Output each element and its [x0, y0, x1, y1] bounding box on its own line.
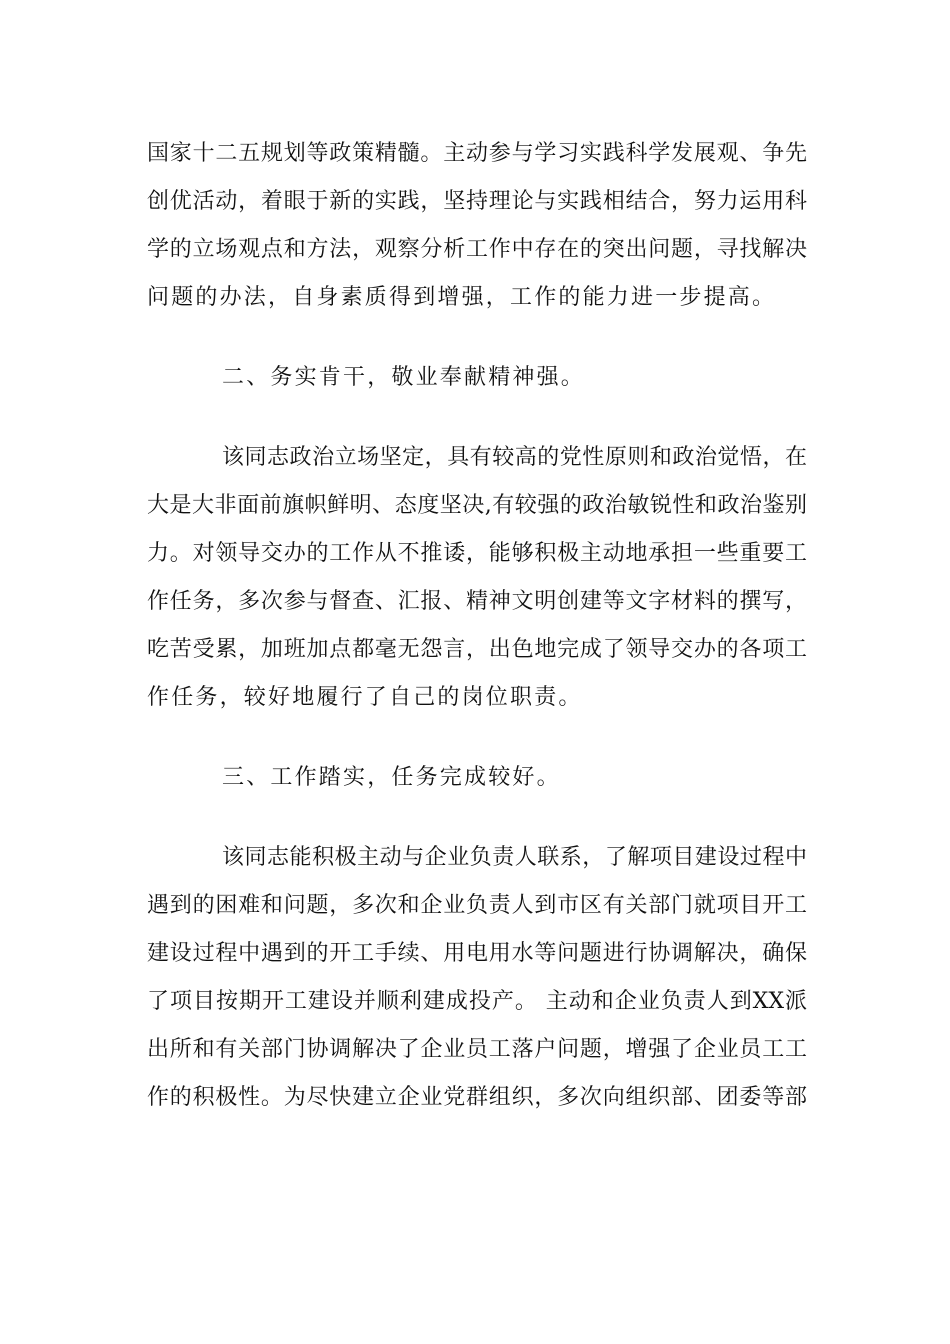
- section-heading-2: 二、务实肯干，敬业奉献精神强。: [222, 365, 586, 390]
- paragraph-1-line-2: 创优活动，着眼于新的实践，坚持理论与实践相结合，努力运用科: [147, 189, 807, 214]
- paragraph-2-line-6: 作任务，较好地履行了自己的岗位职责。: [147, 685, 583, 710]
- paragraph-3-line-1: 该同志能积极主动与企业负责人联系，了解项目建设过程中: [222, 845, 807, 870]
- paragraph-1-line-4: 问题的办法，自身素质得到增强，工作的能力进一步提高。: [147, 285, 777, 310]
- paragraph-2-line-4: 作任务，多次参与督查、汇报、精神文明创建等文字材料的撰写，: [147, 589, 807, 614]
- paragraph-1-line-1: 国家十二五规划等政策精髓。主动参与学习实践科学发展观、争先: [147, 141, 807, 166]
- paragraph-3-line-3: 建设过程中遇到的开工手续、用电用水等问题进行协调解决，确保: [147, 941, 807, 966]
- paragraph-2-line-3: 力。对领导交办的工作从不推诿，能够积极主动地承担一些重要工: [147, 541, 807, 566]
- paragraph-3-line-6: 作的积极性。为尽快建立企业党群组织，多次向组织部、团委等部: [147, 1085, 807, 1110]
- paragraph-2-line-5: 吃苦受累，加班加点都毫无怨言，出色地完成了领导交办的各项工: [147, 637, 807, 662]
- paragraph-2-line-2: 大是大非面前旗帜鲜明、态度坚决,有较强的政治敏锐性和政治鉴别: [147, 493, 807, 518]
- paragraph-1-line-3: 学的立场观点和方法，观察分析工作中存在的突出问题，寻找解决: [147, 237, 807, 262]
- paragraph-3-line-5: 出所和有关部门协调解决了企业员工落户问题，增强了企业员工工: [147, 1037, 807, 1062]
- paragraph-2-line-1: 该同志政治立场坚定，具有较高的党性原则和政治觉悟，在: [222, 445, 807, 470]
- paragraph-3-line-2: 遇到的困难和问题，多次和企业负责人到市区有关部门就项目开工: [147, 893, 807, 918]
- paragraph-3-line-4: 了项目按期开工建设并顺利建成投产。 主动和企业负责人到XX派: [147, 989, 807, 1014]
- section-heading-3: 三、工作踏实，任务完成较好。: [222, 765, 561, 790]
